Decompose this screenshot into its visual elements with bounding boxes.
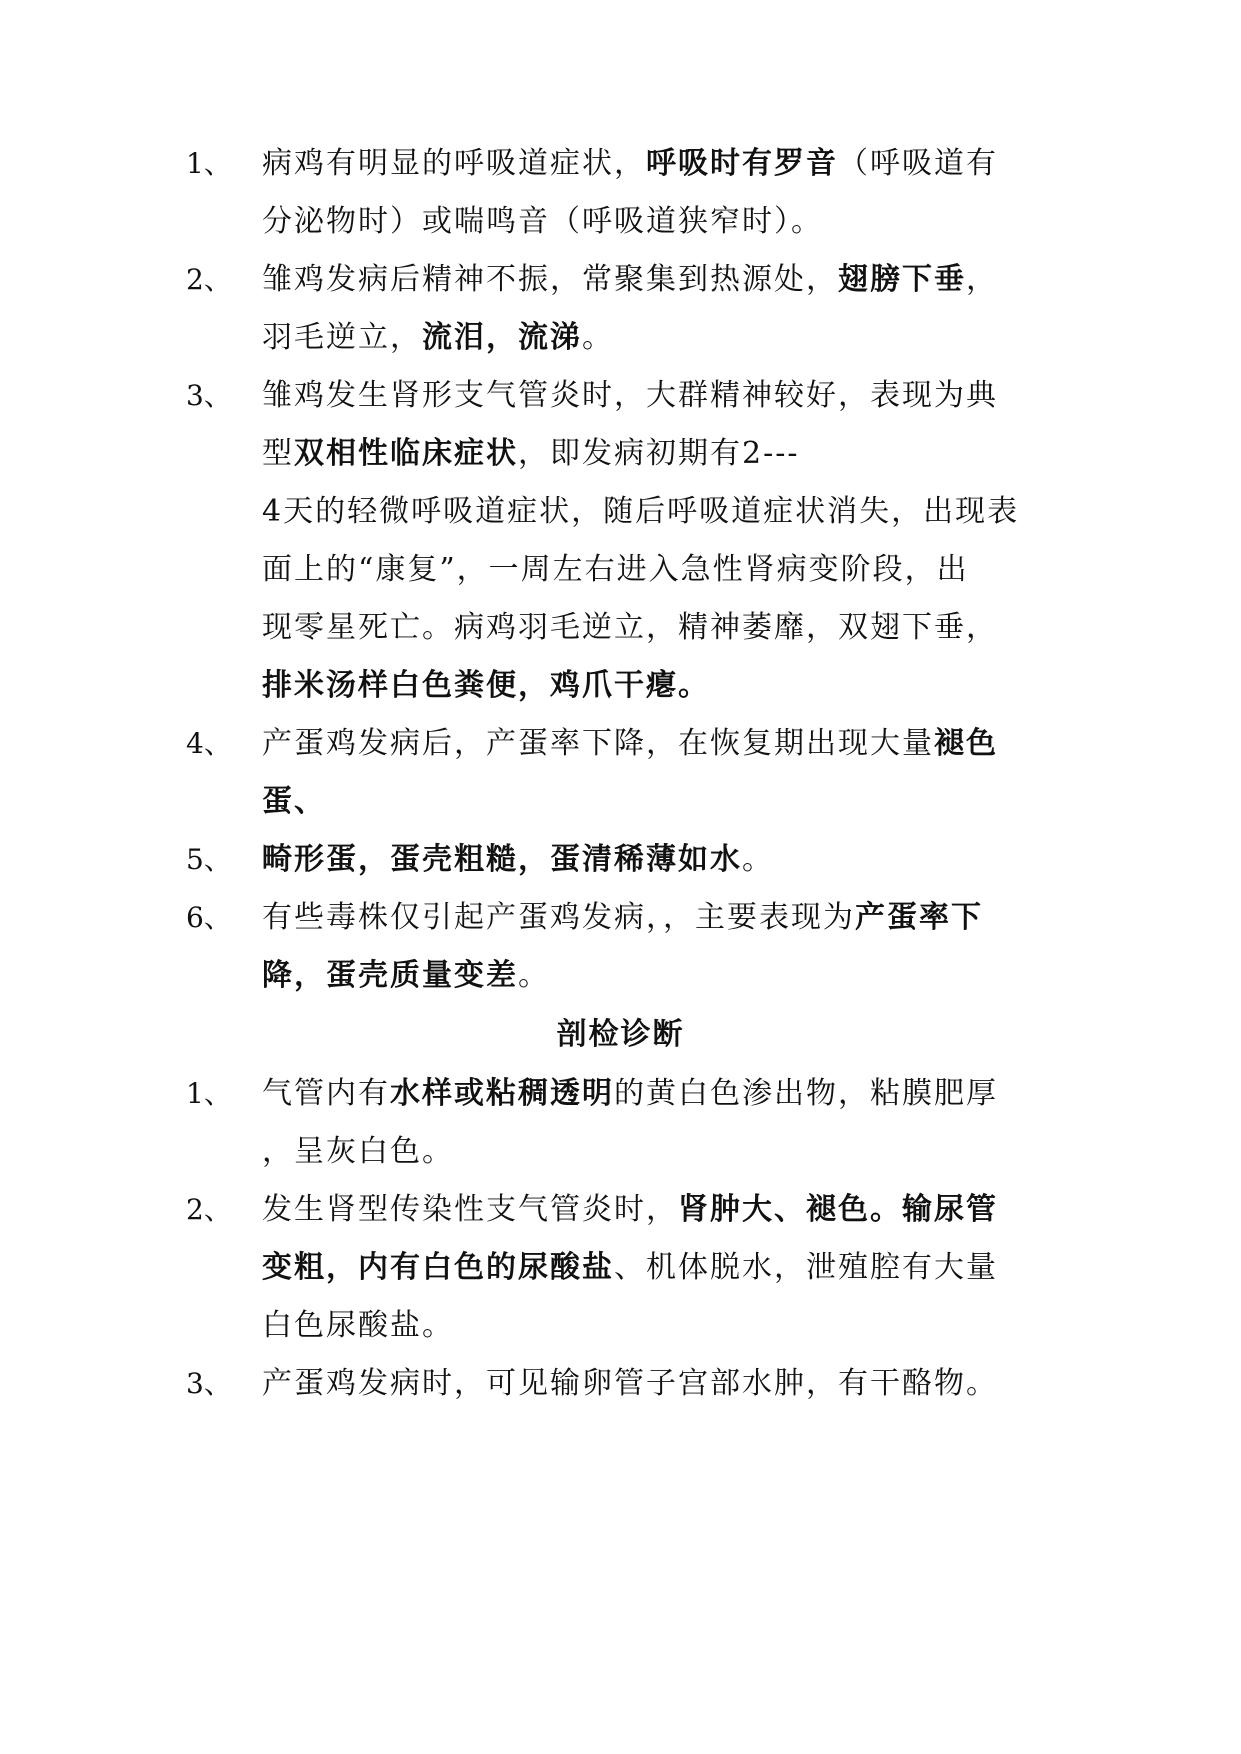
symptom-item-line	[262, 653, 710, 719]
symptom-item-number: 4、	[186, 727, 232, 760]
symptom-item-line	[262, 537, 969, 603]
symptom-item-line	[262, 769, 326, 835]
text-segment: 。	[518, 958, 550, 993]
necropsy-item-line	[262, 1235, 998, 1301]
bold-text-segment: 褪色	[934, 726, 998, 761]
symptom-item-number: 1、	[186, 147, 232, 180]
symptom-item-line	[262, 421, 800, 487]
symptom-item-line	[262, 131, 998, 197]
text-segment: 病鸡有明显的呼吸道症状，	[262, 146, 646, 181]
text-segment: 的黄白色渗出物，粘膜肥厚	[614, 1076, 998, 1111]
bold-text-segment: 翅膀下垂	[838, 262, 966, 297]
text-segment: 有些毒株仅引起产蛋鸡发病，，主要表现为	[262, 900, 855, 935]
symptom-item-line	[262, 189, 823, 255]
text-segment: 面上的“康复”，一周左右进入急性肾病变阶段，出	[262, 552, 969, 587]
necropsy-item-line	[262, 1061, 998, 1127]
text-segment: 分泌物时）或喘鸣音（呼吸道狭窄时）。	[262, 204, 823, 239]
symptom-item-line	[262, 247, 998, 313]
text-segment: 雏鸡发生肾形支气管炎时，大群精神较好，表现为典	[262, 378, 998, 413]
symptom-item-line	[262, 711, 998, 777]
bold-text-segment: 肾肿大、褪色。输尿管	[678, 1192, 998, 1227]
necropsy-item-line	[262, 1351, 998, 1417]
necropsy-item-line	[262, 1177, 998, 1243]
text-segment: 4天的轻微呼吸道症状，随后呼吸道症状消失，出现表	[262, 494, 1020, 529]
text-segment: ，	[966, 262, 998, 297]
bold-text-segment: 蛋、	[262, 784, 326, 819]
text-segment: 雏鸡发病后精神不振，常聚集到热源处，	[262, 262, 838, 297]
bold-text-segment: 双相性临床症状	[294, 436, 518, 471]
text-segment: 、机体脱水，泄殖腔有大量	[614, 1250, 998, 1285]
bold-text-segment: 畸形蛋，蛋壳粗糙，蛋清稀薄如水	[262, 842, 742, 877]
text-segment: 。	[582, 320, 614, 355]
symptom-item-number: 5、	[186, 843, 232, 876]
text-segment: 产蛋鸡发病时，可见输卵管子宫部水肿，有干酪物。	[262, 1366, 998, 1401]
bold-text-segment: 产蛋率下	[855, 900, 983, 935]
text-segment: （呼吸道有	[838, 146, 998, 181]
necropsy-item-line	[262, 1293, 454, 1359]
bold-text-segment: 呼吸时有罗音	[646, 146, 838, 181]
text-segment: 型	[262, 436, 294, 471]
text-segment: ，即发病初期有2---	[518, 436, 800, 471]
necropsy-item-number: 2、	[186, 1193, 232, 1226]
bold-text-segment: 排米汤样白色粪便，鸡爪干瘪。	[262, 668, 710, 703]
text-segment: 白色尿酸盐。	[262, 1308, 454, 1343]
necropsy-item-number: 1、	[186, 1077, 232, 1110]
text-segment: 现零星死亡。病鸡羽毛逆立，精神萎靡，双翅下垂，	[262, 610, 998, 645]
text-segment: 羽毛逆立，	[262, 320, 422, 355]
symptom-item-line	[262, 885, 983, 951]
text-segment: 。	[742, 842, 774, 877]
symptom-item-line	[262, 363, 998, 429]
necropsy-item-line	[262, 1119, 454, 1185]
text-segment: 发生肾型传染性支气管炎时，	[262, 1192, 678, 1227]
section-heading: 剖检诊断	[556, 1017, 685, 1052]
symptom-item-line	[262, 305, 614, 371]
bold-text-segment: 水样或粘稠透明	[390, 1076, 614, 1111]
symptom-item-number: 3、	[186, 379, 232, 412]
symptom-item-line	[262, 479, 1019, 545]
symptom-item-number: 6、	[186, 901, 232, 934]
symptom-item-line	[262, 595, 998, 661]
bold-text-segment: 流泪，流涕	[422, 320, 582, 355]
symptom-item-number: 2、	[186, 263, 232, 296]
symptom-item-line	[262, 827, 774, 893]
text-segment: ，呈灰白色。	[262, 1134, 454, 1169]
necropsy-item-number: 3、	[186, 1367, 232, 1400]
bold-text-segment: 降，蛋壳质量变差	[262, 958, 518, 993]
text-segment: 气管内有	[262, 1076, 390, 1111]
text-segment: 产蛋鸡发病后，产蛋率下降，在恢复期出现大量	[262, 726, 934, 761]
symptom-item-line	[262, 943, 550, 1009]
bold-text-segment: 变粗，内有白色的尿酸盐	[262, 1250, 614, 1285]
